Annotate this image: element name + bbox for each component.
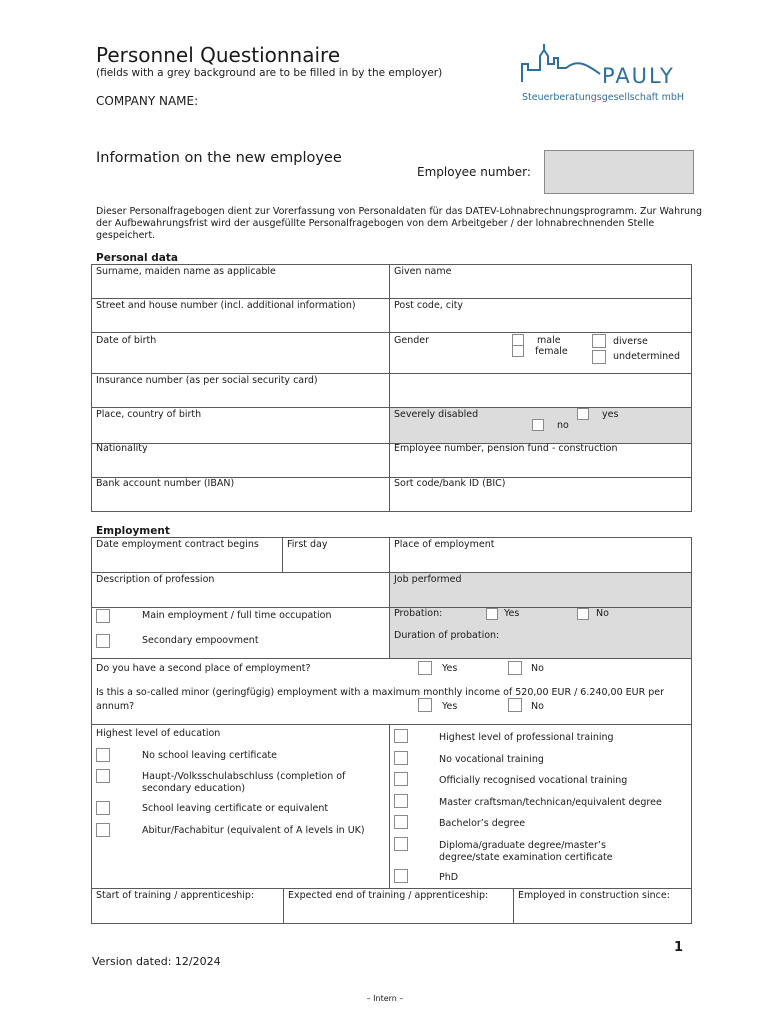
secondary-employment-checkbox[interactable] [96, 634, 110, 648]
description-label: Description of profession [96, 574, 215, 585]
training-checkbox-4[interactable] [394, 815, 408, 829]
bic-label: Sort code/bank ID (BIC) [394, 478, 506, 489]
education-checkbox-4[interactable] [96, 823, 110, 837]
probation-no-checkbox[interactable] [577, 608, 589, 620]
gender-label: Gender [394, 335, 430, 346]
iban-label: Bank account number (IBAN) [96, 478, 235, 489]
disabled-yes-label: yes [602, 409, 619, 420]
minor-no-checkbox[interactable] [508, 698, 522, 712]
second-place-yes-checkbox[interactable] [418, 661, 432, 675]
training-checkbox-3[interactable] [394, 794, 408, 808]
training-option-5: Diploma/graduate degree/master’s degree/state examination certificate [439, 840, 613, 863]
probation-yes-label: Yes [504, 608, 520, 619]
employment-heading: Employment [96, 525, 170, 537]
page-title: Personnel Questionnaire [96, 43, 341, 67]
intro-text: Dieser Personalfragebogen dient zur Vorerfassung von Personaldaten für das DATEV-Lohnabrechnungsprogramm. Zur Wahrung der Aufbewahrungsfrist wird der ausgefüllte Personalfragebogen von dem Arbeitgeber / der lohnabrechnenden Stelle gespeichert. [96, 206, 703, 241]
disabled-yes-checkbox[interactable] [577, 408, 589, 420]
start-training-label: Start of training / apprenticeship: [96, 890, 255, 901]
logo-text: PAULY [602, 64, 675, 88]
diverse-checkbox[interactable] [592, 334, 606, 348]
training-checkbox-6[interactable] [394, 869, 408, 883]
disabled-no-checkbox[interactable] [532, 419, 544, 431]
classification-label: – Intern – [366, 994, 404, 1003]
female-label: female [535, 346, 568, 357]
probation-no-label: No [596, 608, 609, 619]
second-place-no-label: No [531, 663, 544, 674]
male-label: male [537, 335, 561, 346]
second-place-question: Do you have a second place of employment? [96, 663, 311, 674]
training-heading: Highest level of professional training [439, 732, 614, 743]
disabled-no-label: no [557, 420, 569, 431]
postcode-label: Post code, city [394, 300, 464, 311]
new-employee-heading: Information on the new employee [96, 150, 342, 166]
insurance-label: Insurance number (as per social security card) [96, 375, 318, 386]
surname-label: Surname, maiden name as applicable [96, 266, 276, 277]
second-place-yes-label: Yes [442, 663, 458, 674]
education-checkbox-2[interactable] [96, 769, 110, 783]
undetermined-label: undetermined [613, 351, 681, 362]
second-place-no-checkbox[interactable] [508, 661, 522, 675]
nationality-label: Nationality [96, 443, 148, 454]
training-option-4: Bachelor’s degree [439, 818, 526, 829]
pension-fund-label: Employee number, pension fund - construction [394, 443, 618, 454]
training-checkbox-5[interactable] [394, 837, 408, 851]
personal-data-heading: Personal data [96, 252, 178, 264]
page-subtitle: (fields with a grey background are to be filled in by the employer) [96, 67, 443, 79]
training-heading-checkbox[interactable] [394, 729, 408, 743]
undetermined-checkbox[interactable] [592, 350, 606, 364]
main-employment-checkbox[interactable] [96, 609, 110, 623]
employee-number-field[interactable] [544, 150, 694, 194]
probation-yes-checkbox[interactable] [486, 608, 498, 620]
education-option-3: School leaving certificate or equivalent [142, 803, 329, 814]
training-checkbox-2[interactable] [394, 772, 408, 786]
contract-date-label: Date employment contract begins [96, 539, 259, 550]
minor-employment-question: Is this a so-called minor (geringfügig) employment with a maximum monthly income of 520,00 EUR / 6.240,00 EUR per annum? [96, 687, 664, 712]
first-day-label: First day [287, 539, 328, 550]
version-date: Version dated: 12/2024 [92, 955, 221, 968]
education-heading: Highest level of education [96, 728, 221, 739]
minor-yes-checkbox[interactable] [418, 698, 432, 712]
minor-yes-label: Yes [442, 701, 458, 712]
education-option-1: No school leaving certificate [142, 750, 277, 761]
company-name-label: COMPANY NAME: [96, 94, 199, 108]
insurance-extra-field[interactable] [389, 373, 692, 408]
severely-disabled-label: Severely disabled [394, 409, 479, 420]
training-option-2: Officially recognised vocational training [439, 775, 628, 786]
female-checkbox[interactable] [512, 345, 524, 357]
birthplace-label: Place, country of birth [96, 409, 202, 420]
job-performed-label: Job performed [394, 574, 462, 585]
minor-no-label: No [531, 701, 544, 712]
training-option-3: Master craftsman/technican/equivalent degree [439, 797, 662, 808]
page-number: 1 [674, 940, 684, 955]
street-label: Street and house number (incl. additional information) [96, 300, 356, 311]
probation-label: Probation: [394, 608, 443, 619]
construction-since-label: Employed in construction since: [518, 890, 670, 901]
training-checkbox-1[interactable] [394, 751, 408, 765]
education-option-2: Haupt-/Volksschulabschluss (completion of secondary education) [142, 771, 346, 794]
probation-duration-label: Duration of probation: [394, 630, 500, 641]
castle-icon [518, 42, 602, 84]
training-option-6: PhD [439, 872, 459, 883]
education-checkbox-1[interactable] [96, 748, 110, 762]
given-name-label: Given name [394, 266, 452, 277]
logo-subtext: Steuerberatungsgesellschaft mbH [522, 92, 685, 103]
end-training-label: Expected end of training / apprenticeship: [288, 890, 489, 901]
dob-label: Date of birth [96, 335, 157, 346]
employee-number-label: Employee number: [417, 165, 531, 179]
main-employment-label: Main employment / full time occupation [142, 610, 332, 621]
training-option-1: No vocational training [439, 754, 544, 765]
education-checkbox-3[interactable] [96, 801, 110, 815]
secondary-employment-label: Secondary empoovment [142, 635, 259, 646]
education-option-4: Abitur/Fachabitur (equivalent of A levels in UK) [142, 825, 365, 836]
place-of-employment-label: Place of employment [394, 539, 495, 550]
diverse-label: diverse [613, 336, 648, 347]
company-logo [518, 42, 698, 108]
